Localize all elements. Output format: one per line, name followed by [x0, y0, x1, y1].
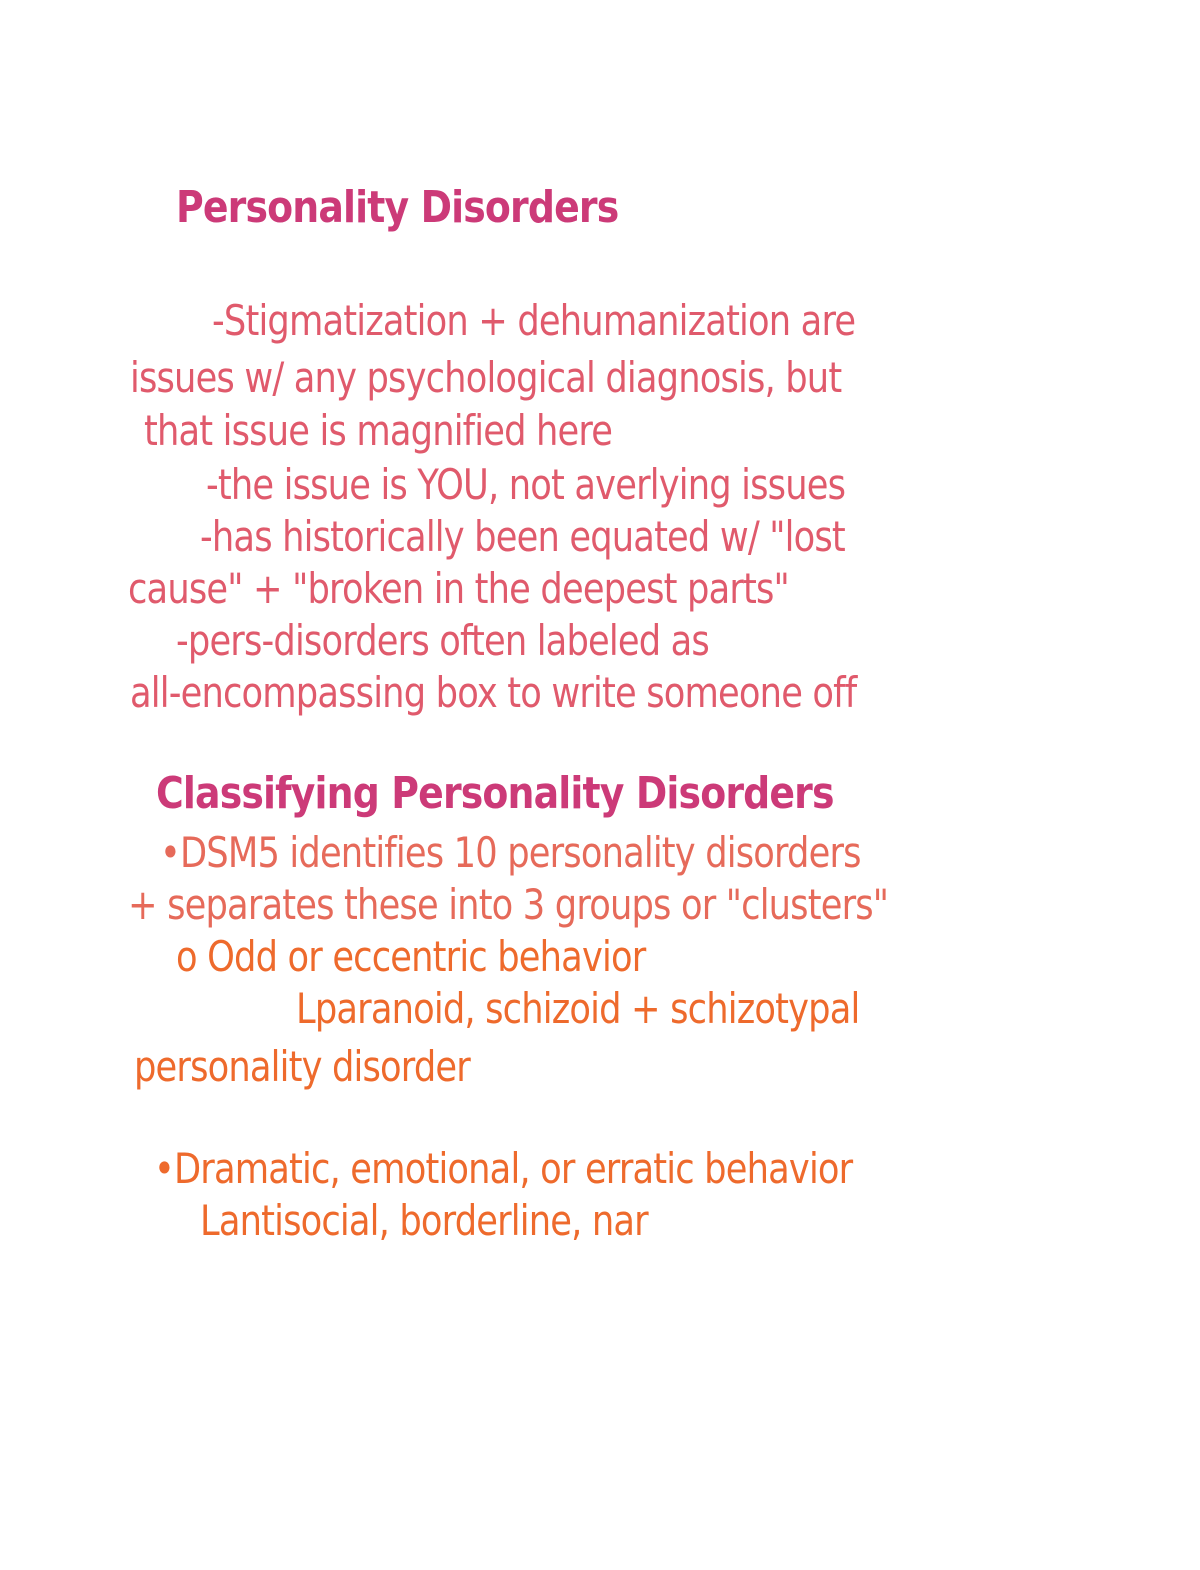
section-2-line-7: Lantisocial, borderline, nar [200, 1196, 648, 1245]
section-2-line-6: •Dramatic, emotional, or erratic behavior [154, 1144, 853, 1193]
section-1-line-3: that issue is magnified here [144, 406, 613, 455]
section-1-title: Personality Disorders [176, 182, 619, 233]
section-2-line-1: •DSM5 identifies 10 personality disorders [160, 828, 861, 877]
section-2-line-5: personality disorder [134, 1042, 470, 1091]
section-2-line-2: + separates these into 3 groups or "clusters" [128, 880, 889, 929]
section-2-line-3: o Odd or eccentric behavior [176, 932, 646, 981]
section-1-line-5: -has historically been equated w/ "lost [200, 512, 845, 561]
section-1-line-7: -pers-disorders often labeled as [176, 616, 709, 665]
section-1-line-1: -Stigmatization + dehumanization are [212, 296, 856, 345]
section-1-line-2: issues w/ any psychological diagnosis, but [130, 353, 842, 402]
section-2-title: Classifying Personality Disorders [156, 768, 834, 819]
section-1-line-8: all-encompassing box to write someone off [130, 668, 857, 717]
section-1-line-6: cause" + "broken in the deepest parts" [128, 564, 789, 613]
section-2-line-4: Lparanoid, schizoid + schizotypal [296, 984, 860, 1033]
section-1-line-4: -the issue is YOU, not averlying issues [206, 460, 846, 509]
